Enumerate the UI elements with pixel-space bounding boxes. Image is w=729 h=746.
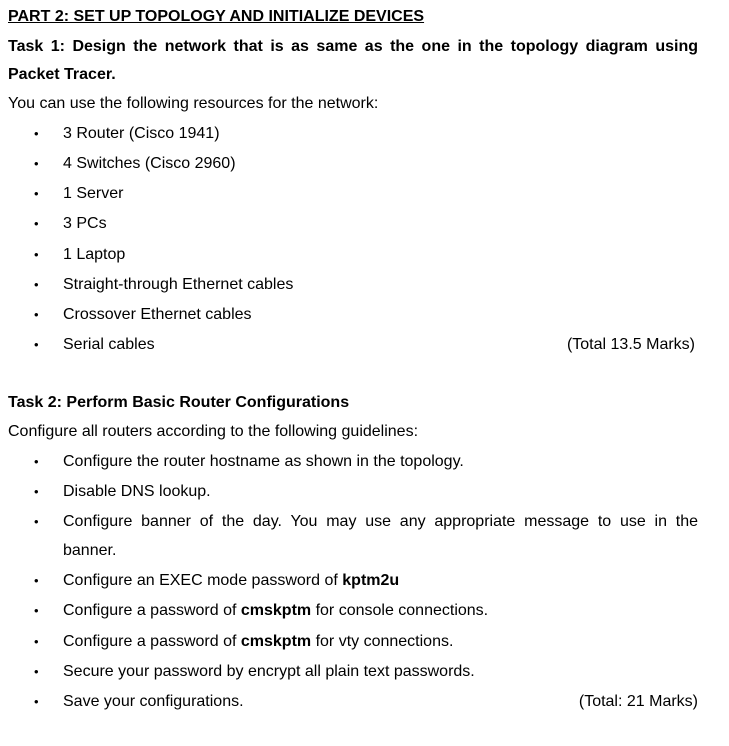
list-item: Crossover Ethernet cables: [63, 306, 252, 323]
task1-marks: (Total 13.5 Marks): [566, 336, 695, 353]
bullet-icon: •: [34, 337, 39, 352]
list-item: Disable DNS lookup.: [63, 483, 211, 500]
task1-heading: Task 1: Design the network that is as same as the one in the topology diagram using: [8, 38, 698, 55]
bullet-icon: •: [34, 454, 39, 469]
list-item: 3 Router (Cisco 1941): [63, 125, 220, 142]
list-item: 1 Laptop: [63, 246, 126, 263]
vty-text: Configure a password of: [63, 633, 241, 650]
console-text-end: for console connections.: [311, 602, 489, 619]
bullet-icon: •: [34, 126, 39, 141]
bullet-icon: •: [34, 186, 39, 201]
vty-text-end: for vty connections.: [311, 633, 454, 650]
bullet-icon: •: [34, 573, 39, 588]
bullet-icon: •: [34, 634, 39, 649]
task1-heading-cont: Packet Tracer.: [8, 66, 116, 83]
list-item: Straight-through Ethernet cables: [63, 276, 294, 293]
task2-marks: (Total: 21 Marks): [578, 693, 698, 710]
bullet-icon: •: [34, 664, 39, 679]
exec-password: kptm2u: [342, 572, 400, 589]
list-item: [63, 632, 453, 652]
list-item: Save your configurations.: [63, 693, 244, 710]
bullet-icon: •: [34, 694, 39, 709]
list-item: Configure the router hostname as shown in the topology.: [63, 453, 464, 470]
task1-intro: You can use the following resources for the network:: [8, 95, 379, 112]
bullet-icon: •: [34, 216, 39, 231]
list-item: Configure banner of the day. You may use any appropriate message to use in the: [63, 513, 698, 530]
bullet-icon: •: [34, 156, 39, 171]
task2-heading: Task 2: Perform Basic Router Configurations: [8, 394, 350, 411]
bullet-icon: •: [34, 514, 39, 529]
bullet-icon: •: [34, 277, 39, 292]
part-title: PART 2: SET UP TOPOLOGY AND INITIALIZE DEVICES: [8, 8, 425, 25]
exec-text: Configure an EXEC mode password of: [63, 572, 343, 589]
list-item: Serial cables: [63, 336, 155, 353]
bullet-icon: •: [34, 307, 39, 322]
list-item: [63, 571, 399, 591]
list-item: Secure your password by encrypt all plain text passwords.: [63, 663, 475, 680]
list-item-cont: banner.: [63, 542, 117, 559]
bullet-icon: •: [34, 603, 39, 618]
vty-password: cmskptm: [240, 633, 312, 650]
bullet-icon: •: [34, 247, 39, 262]
list-item: 1 Server: [63, 185, 124, 202]
task2-intro: Configure all routers according to the following guidelines:: [8, 423, 419, 440]
list-item: 4 Switches (Cisco 2960): [63, 155, 236, 172]
list-item: 3 PCs: [63, 215, 107, 232]
console-text: Configure a password of: [63, 602, 241, 619]
list-item: [63, 601, 488, 621]
bullet-icon: •: [34, 484, 39, 499]
console-password: cmskptm: [240, 602, 312, 619]
